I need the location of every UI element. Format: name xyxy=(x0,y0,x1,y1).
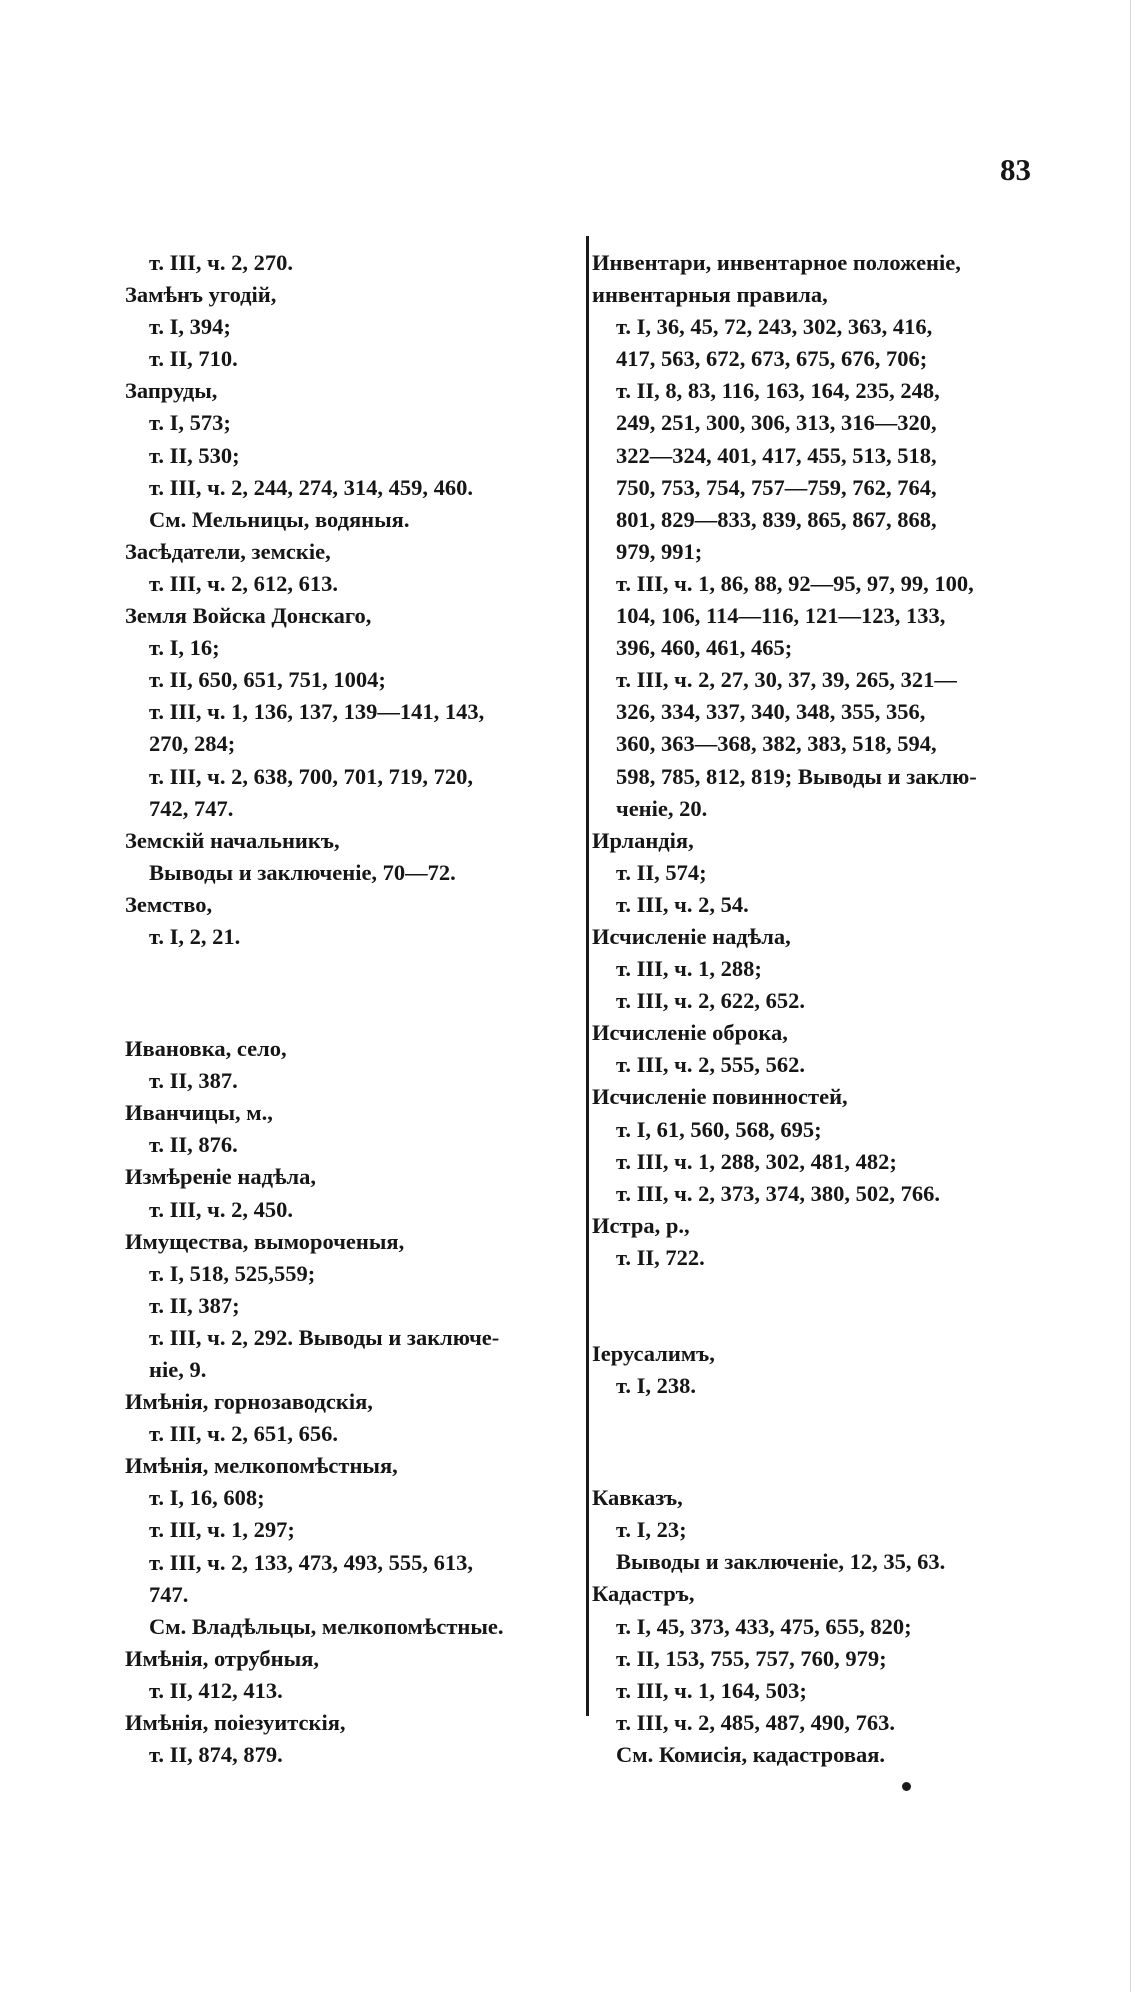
section-gap xyxy=(125,953,583,1033)
entry-heading: Кадастръ, xyxy=(592,1581,695,1607)
entry-reference: т. II, 153, 755, 757, 760, 979; xyxy=(616,1645,887,1671)
entry-reference: т. II, 387; xyxy=(149,1292,240,1318)
page-number: 83 xyxy=(1000,152,1031,187)
index-entry xyxy=(125,1386,583,1450)
entry-reference: 396, 460, 461, 465; xyxy=(616,635,793,661)
entry-reference: Выводы и заключеніе, 12, 35, 63. xyxy=(616,1549,946,1575)
entry-reference: т. II, 387. xyxy=(149,1068,238,1094)
entry-heading: Замѣнъ угодій, xyxy=(125,282,277,308)
entry-reference: т. I, 61, 560, 568, 695; xyxy=(616,1116,822,1142)
entry-reference: 747. xyxy=(149,1581,189,1607)
entry-reference: т. III, ч. 1, 288, 302, 481, 482; xyxy=(616,1148,897,1174)
entry-reference: 270, 284; xyxy=(149,731,236,757)
index-entry xyxy=(592,1210,1058,1274)
entry-heading: Имѣнія, мелкопомѣстныя, xyxy=(125,1453,398,1479)
entry-heading: Имѣнія, поіезуитскія, xyxy=(125,1710,346,1736)
entry-reference: 326, 334, 337, 340, 348, 355, 356, xyxy=(616,699,926,725)
index-entry xyxy=(125,1097,583,1161)
entry-reference: 742, 747. xyxy=(149,795,234,821)
index-entry xyxy=(592,1338,1058,1402)
entry-reference: т. III, ч. 2, 244, 274, 314, 459, 460. xyxy=(149,474,473,500)
entry-reference: См. Мельницы, водяныя. xyxy=(149,506,410,532)
entry-reference: т. III, ч. 1, 164, 503; xyxy=(616,1677,807,1703)
entry-reference: т. III, ч. 2, 450. xyxy=(149,1196,293,1222)
entry-reference: т. III, ч. 2, 133, 473, 493, 555, 613, xyxy=(149,1549,473,1575)
entry-reference: т. I, 573; xyxy=(149,410,231,436)
entry-reference: ченіе, 20. xyxy=(616,795,708,821)
entry-reference: т. III, ч. 2, 54. xyxy=(616,891,749,917)
index-entry xyxy=(592,825,1058,921)
index-entry xyxy=(125,1161,583,1225)
entry-reference: т. III, ч. 1, 86, 88, 92—95, 97, 99, 100, xyxy=(616,570,974,596)
entry-heading: Кавказъ, xyxy=(592,1485,683,1511)
index-entry xyxy=(125,889,583,953)
entry-reference: т. II, 876. xyxy=(149,1132,238,1158)
entry-heading: Запруды, xyxy=(125,378,218,404)
entry-heading: Имѣнія, отрубныя, xyxy=(125,1645,319,1671)
entry-reference: т. III, ч. 2, 373, 374, 380, 502, 766. xyxy=(616,1180,940,1206)
entry-heading: инвентарныя правила, xyxy=(592,282,828,308)
entry-reference: 979, 991; xyxy=(616,538,703,564)
entry-reference: т. I, 238. xyxy=(616,1373,696,1399)
entry-heading: Инвентари, инвентарное положеніе, xyxy=(592,250,961,275)
entry-reference: См. Владѣльцы, мелкопомѣстные. xyxy=(149,1613,504,1639)
index-entry xyxy=(592,1081,1058,1209)
index-entry xyxy=(592,921,1058,1017)
entry-heading: Ирландія, xyxy=(592,827,694,853)
entry-reference: т. I, 518, 525,559; xyxy=(149,1260,316,1286)
entry-reference: 249, 251, 300, 306, 313, 316—320, xyxy=(616,410,937,436)
entry-reference: т. II, 412, 413. xyxy=(149,1677,283,1703)
entry-reference: т. II, 722. xyxy=(616,1244,705,1270)
entry-reference: т. I, 23; xyxy=(616,1517,687,1543)
ink-dot xyxy=(902,1782,911,1791)
entry-reference: т. II, 574; xyxy=(616,859,707,885)
entry-heading: Измѣреніе надѣла, xyxy=(125,1164,316,1190)
index-entry xyxy=(125,825,583,889)
section-gap xyxy=(592,1274,1058,1338)
entry-heading: Имущества, вымороченыя, xyxy=(125,1228,405,1254)
entry-reference: Выводы и заключеніе, 70—72. xyxy=(149,859,456,885)
entry-heading: Іерусалимъ, xyxy=(592,1341,715,1366)
index-entry xyxy=(125,536,583,600)
entry-reference: т. II, 8, 83, 116, 163, 164, 235, 248, xyxy=(616,378,940,404)
entry-reference: 322—324, 401, 417, 455, 513, 518, xyxy=(616,442,937,468)
entry-reference: т. III, ч. 2, 622, 652. xyxy=(616,988,805,1014)
entry-reference: т. III, ч. 1, 288; xyxy=(616,956,762,982)
entry-heading: Исчисленіе оброка, xyxy=(592,1020,788,1046)
page-edge xyxy=(1130,0,1131,1992)
entry-reference: ніе, 9. xyxy=(149,1357,207,1382)
entry-reference: т. I, 16; xyxy=(149,635,220,661)
entry-reference: 598, 785, 812, 819; Выводы и заклю- xyxy=(616,763,977,789)
entry-reference: 417, 563, 672, 673, 675, 676, 706; xyxy=(616,346,928,372)
index-entry xyxy=(125,1226,583,1386)
entry-heading: Истра, р., xyxy=(592,1212,690,1238)
entry-reference: т. III, ч. 2, 270. xyxy=(149,250,293,275)
entry-reference: 750, 753, 754, 757—759, 762, 764, xyxy=(616,474,937,500)
entry-reference: т. II, 650, 651, 751, 1004; xyxy=(149,667,386,693)
index-column-left xyxy=(125,247,583,1771)
index-entry xyxy=(125,1707,583,1771)
entry-reference: т. II, 710. xyxy=(149,346,238,372)
index-entry xyxy=(125,1450,583,1643)
index-column-right xyxy=(592,247,1058,1771)
entry-heading: Земство, xyxy=(125,891,213,917)
entry-heading: Засѣдатели, земскіе, xyxy=(125,538,331,564)
section-gap xyxy=(592,1402,1058,1482)
entry-reference: т. III, ч. 2, 27, 30, 37, 39, 265, 321— xyxy=(616,667,957,693)
entry-heading: Исчисленіе надѣла, xyxy=(592,923,791,949)
entry-reference: т. I, 45, 373, 433, 475, 655, 820; xyxy=(616,1613,912,1639)
index-entry xyxy=(592,1017,1058,1081)
entry-reference: т. III, ч. 2, 292. Выводы и заключе- xyxy=(149,1324,500,1350)
entry-heading: Земскій начальникъ, xyxy=(125,827,340,853)
entry-reference: т. III, ч. 1, 297; xyxy=(149,1517,295,1543)
entry-reference: т. III, ч. 1, 136, 137, 139—141, 143, xyxy=(149,699,485,725)
entry-reference: т. III, ч. 2, 651, 656. xyxy=(149,1421,338,1447)
entry-heading: Имѣнія, горнозаводскія, xyxy=(125,1389,373,1415)
index-entry xyxy=(592,1578,1058,1771)
entry-reference: т. III, ч. 2, 485, 487, 490, 763. xyxy=(616,1709,895,1735)
index-entry xyxy=(125,375,583,535)
entry-reference: т. II, 874, 879. xyxy=(149,1742,283,1768)
entry-reference: т. I, 394; xyxy=(149,314,231,340)
entry-heading: Земля Войска Донскаго, xyxy=(125,603,372,629)
column-divider xyxy=(586,236,589,1716)
entry-heading: Исчисленіе повинностей, xyxy=(592,1084,848,1110)
entry-reference: 801, 829—833, 839, 865, 867, 868, xyxy=(616,506,937,532)
entry-reference: т. III, ч. 2, 555, 562. xyxy=(616,1052,805,1078)
index-entry xyxy=(125,1033,583,1097)
index-entry xyxy=(592,247,1058,825)
entry-reference: 104, 106, 114—116, 121—123, 133, xyxy=(616,603,946,629)
index-entry xyxy=(125,600,583,825)
entry-reference: т. I, 36, 45, 72, 243, 302, 363, 416, xyxy=(616,314,933,340)
index-entry xyxy=(125,279,583,375)
entry-reference: т. II, 530; xyxy=(149,442,240,468)
entry-reference: т. III, ч. 2, 612, 613. xyxy=(149,570,338,596)
entry-reference: См. Комисія, кадастровая. xyxy=(616,1741,886,1767)
entry-reference: 360, 363—368, 382, 383, 518, 594, xyxy=(616,731,937,757)
entry-heading: Ивановка, село, xyxy=(125,1036,287,1062)
index-entry xyxy=(125,1643,583,1707)
index-entry xyxy=(592,1482,1058,1578)
entry-reference: т. I, 16, 608; xyxy=(149,1485,265,1511)
index-entry xyxy=(125,247,583,279)
entry-reference: т. III, ч. 2, 638, 700, 701, 719, 720, xyxy=(149,763,473,789)
entry-heading: Иванчицы, м., xyxy=(125,1100,273,1126)
entry-reference: т. I, 2, 21. xyxy=(149,923,241,949)
